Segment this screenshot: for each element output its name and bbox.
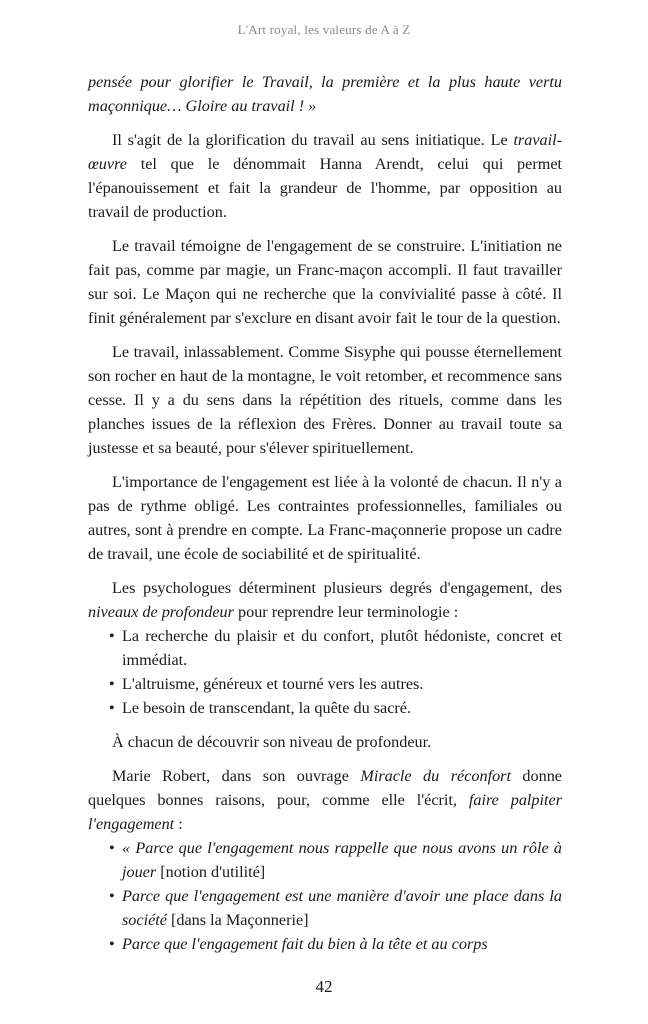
paragraph-chacun: À chacun de découvrir son niveau de profondeur. (112, 733, 432, 751)
list-item: • L'altruisme, généreux et tourné vers les autres. (122, 672, 562, 696)
paragraph-continuation (88, 70, 562, 118)
text-run: Marie Robert, dans son ouvrage (112, 767, 361, 785)
italic-phrase: faire palpiter l'engagement (88, 791, 562, 833)
italic-quote: pensée pour glorifier le Travail, la première et la plus haute vertu maçonnique… Gloire au travail ! » (88, 73, 562, 115)
text-run: [dans la Maçonnerie] (166, 911, 309, 929)
paragraph-volonte: L'importance de l'engagement est liée à la volonté de chacun. Il n'y a pas de rythme obligé. Les contraintes professionnelles, familiales ou autres, sont à prendre en compte. La Franc-maçonnerie propose un cadre de travail, une école de sociabilité et de spiritualité. (88, 473, 562, 563)
paragraph-sisyphe: Le travail, inlassablement. Comme Sisyphe qui pousse éternellement son rocher en haut de la montagne, le voit retomber, et recommence sans cesse. Il y a du sens dans la répétition des rituels, comme dans les planches issues de la réflexion des Frères. Donner au travail toute sa justesse et sa beauté, pour s'élever spirituellement. (88, 343, 562, 457)
list-item (122, 932, 562, 956)
text-run: donne quelques bonnes raisons, pour, comme elle l'écrit, (88, 767, 562, 809)
text-run: pour reprendre leur terminologie : (233, 603, 459, 621)
italic-term: niveaux de profondeur (88, 603, 234, 621)
list-item: • Le besoin de transcendant, la quête du sacré. (122, 696, 562, 720)
list-item (122, 884, 562, 932)
list-niveaux (88, 624, 562, 720)
text-run: tel que le dénommait Hanna Arendt, celui qui permet l'épanouissement et fait la grandeur de l'homme, par opposition au travail de production. (88, 155, 562, 221)
page-body (88, 70, 562, 956)
italic-reason: Parce que l'engagement fait du bien à la tête et au corps (122, 935, 488, 953)
list-raisons (88, 836, 562, 956)
italic-reason: Parce que l'engagement est une manière d'avoir une place dans la société (122, 887, 562, 929)
text-run: [notion d'utilité] (156, 863, 266, 881)
page-number: 42 (315, 977, 333, 996)
italic-reason: « Parce que l'engagement nous rappelle que nous avons un rôle à jouer (122, 839, 562, 881)
text-run: Les psychologues déterminent plusieurs degrés d'engagement, des (112, 579, 562, 597)
text-run: : (174, 815, 183, 833)
list-item (122, 836, 562, 884)
text-run: Il s'agit de la glorification du travail au sens initiatique. Le (112, 131, 514, 149)
paragraph-engagement: Le travail témoigne de l'engagement de se construire. L'initiation ne fait pas, comme par magie, un Franc-maçon accompli. Il faut travailler sur soi. Le Maçon qui ne recherche que la convivialité passe à côté. Il finit généralement par s'exclure en disant avoir fait le tour de la question. (88, 237, 562, 327)
paragraph-psychologues (88, 576, 562, 624)
paragraph-glorification (88, 128, 562, 224)
italic-title: Miracle du réconfort (360, 767, 511, 785)
paragraph-marie-robert (88, 764, 562, 836)
running-head: L'Art royal, les valeurs de A à Z (237, 22, 411, 37)
italic-term: travail-œuvre (88, 131, 562, 173)
list-item: • La recherche du plaisir et du confort, plutôt hédoniste, concret et immédiat. (122, 624, 562, 672)
